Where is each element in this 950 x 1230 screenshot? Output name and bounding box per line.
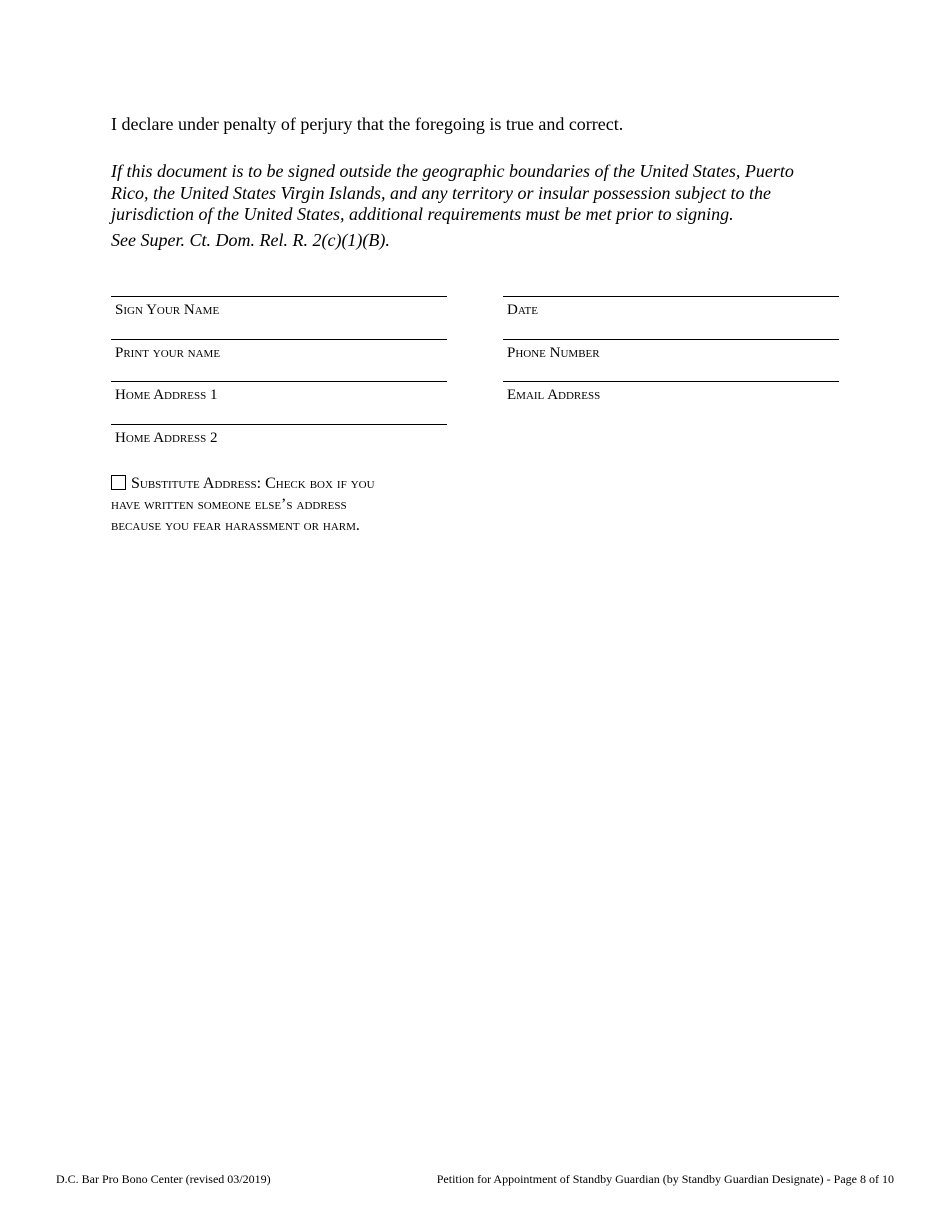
phone-line[interactable]	[503, 339, 839, 340]
signing-notice-line: jurisdiction of the United States, additional requirements must be met prior to signing.	[111, 204, 734, 224]
print-name-line[interactable]	[111, 339, 447, 340]
home-address-2-field[interactable]	[111, 424, 447, 447]
date-field[interactable]	[503, 296, 839, 319]
print-name-label: Print your name	[115, 345, 221, 361]
home-address-1-field[interactable]	[111, 381, 447, 404]
sign-name-field[interactable]	[111, 296, 447, 319]
home-address-2-line[interactable]	[111, 424, 447, 425]
perjury-declaration: I declare under penalty of perjury that the foregoing is true and correct.	[111, 114, 624, 134]
phone-field[interactable]	[503, 339, 839, 362]
email-field[interactable]	[503, 381, 839, 404]
substitute-address-checkbox[interactable]	[111, 475, 126, 490]
home-address-2-label: Home Address 2	[115, 430, 218, 446]
sign-name-label: Sign Your Name	[115, 302, 220, 318]
signing-notice-line: If this document is to be signed outside the geographic boundaries of the United States, Puerto	[111, 161, 794, 181]
signing-notice	[111, 161, 841, 226]
print-name-field[interactable]	[111, 339, 447, 362]
date-line[interactable]	[503, 296, 839, 297]
email-label: Email Address	[507, 387, 601, 403]
signing-notice-line: Rico, the United States Virgin Islands, and any territory or insular possession subject to the	[111, 182, 771, 203]
footer-revision: D.C. Bar Pro Bono Center (revised 03/2019)	[56, 1172, 271, 1186]
rule-citation: See Super. Ct. Dom. Rel. R. 2(c)(1)(B).	[111, 230, 390, 250]
phone-label: Phone Number	[507, 345, 600, 361]
substitute-address-option	[111, 473, 451, 536]
signature-line[interactable]	[111, 296, 447, 297]
home-address-1-label: Home Address 1	[115, 387, 218, 403]
substitute-address-text: because you fear harassment or harm.	[111, 517, 360, 534]
footer-page-info: Petition for Appointment of Standby Guardian (by Standby Guardian Designate) - Page 8 of 10	[436, 1172, 894, 1186]
substitute-address-text: have written someone else’s address	[111, 496, 347, 513]
substitute-address-text: Substitute Address: Check box if you	[131, 475, 375, 492]
date-label: Date	[507, 302, 538, 318]
email-line[interactable]	[503, 381, 839, 382]
home-address-1-line[interactable]	[111, 381, 447, 382]
